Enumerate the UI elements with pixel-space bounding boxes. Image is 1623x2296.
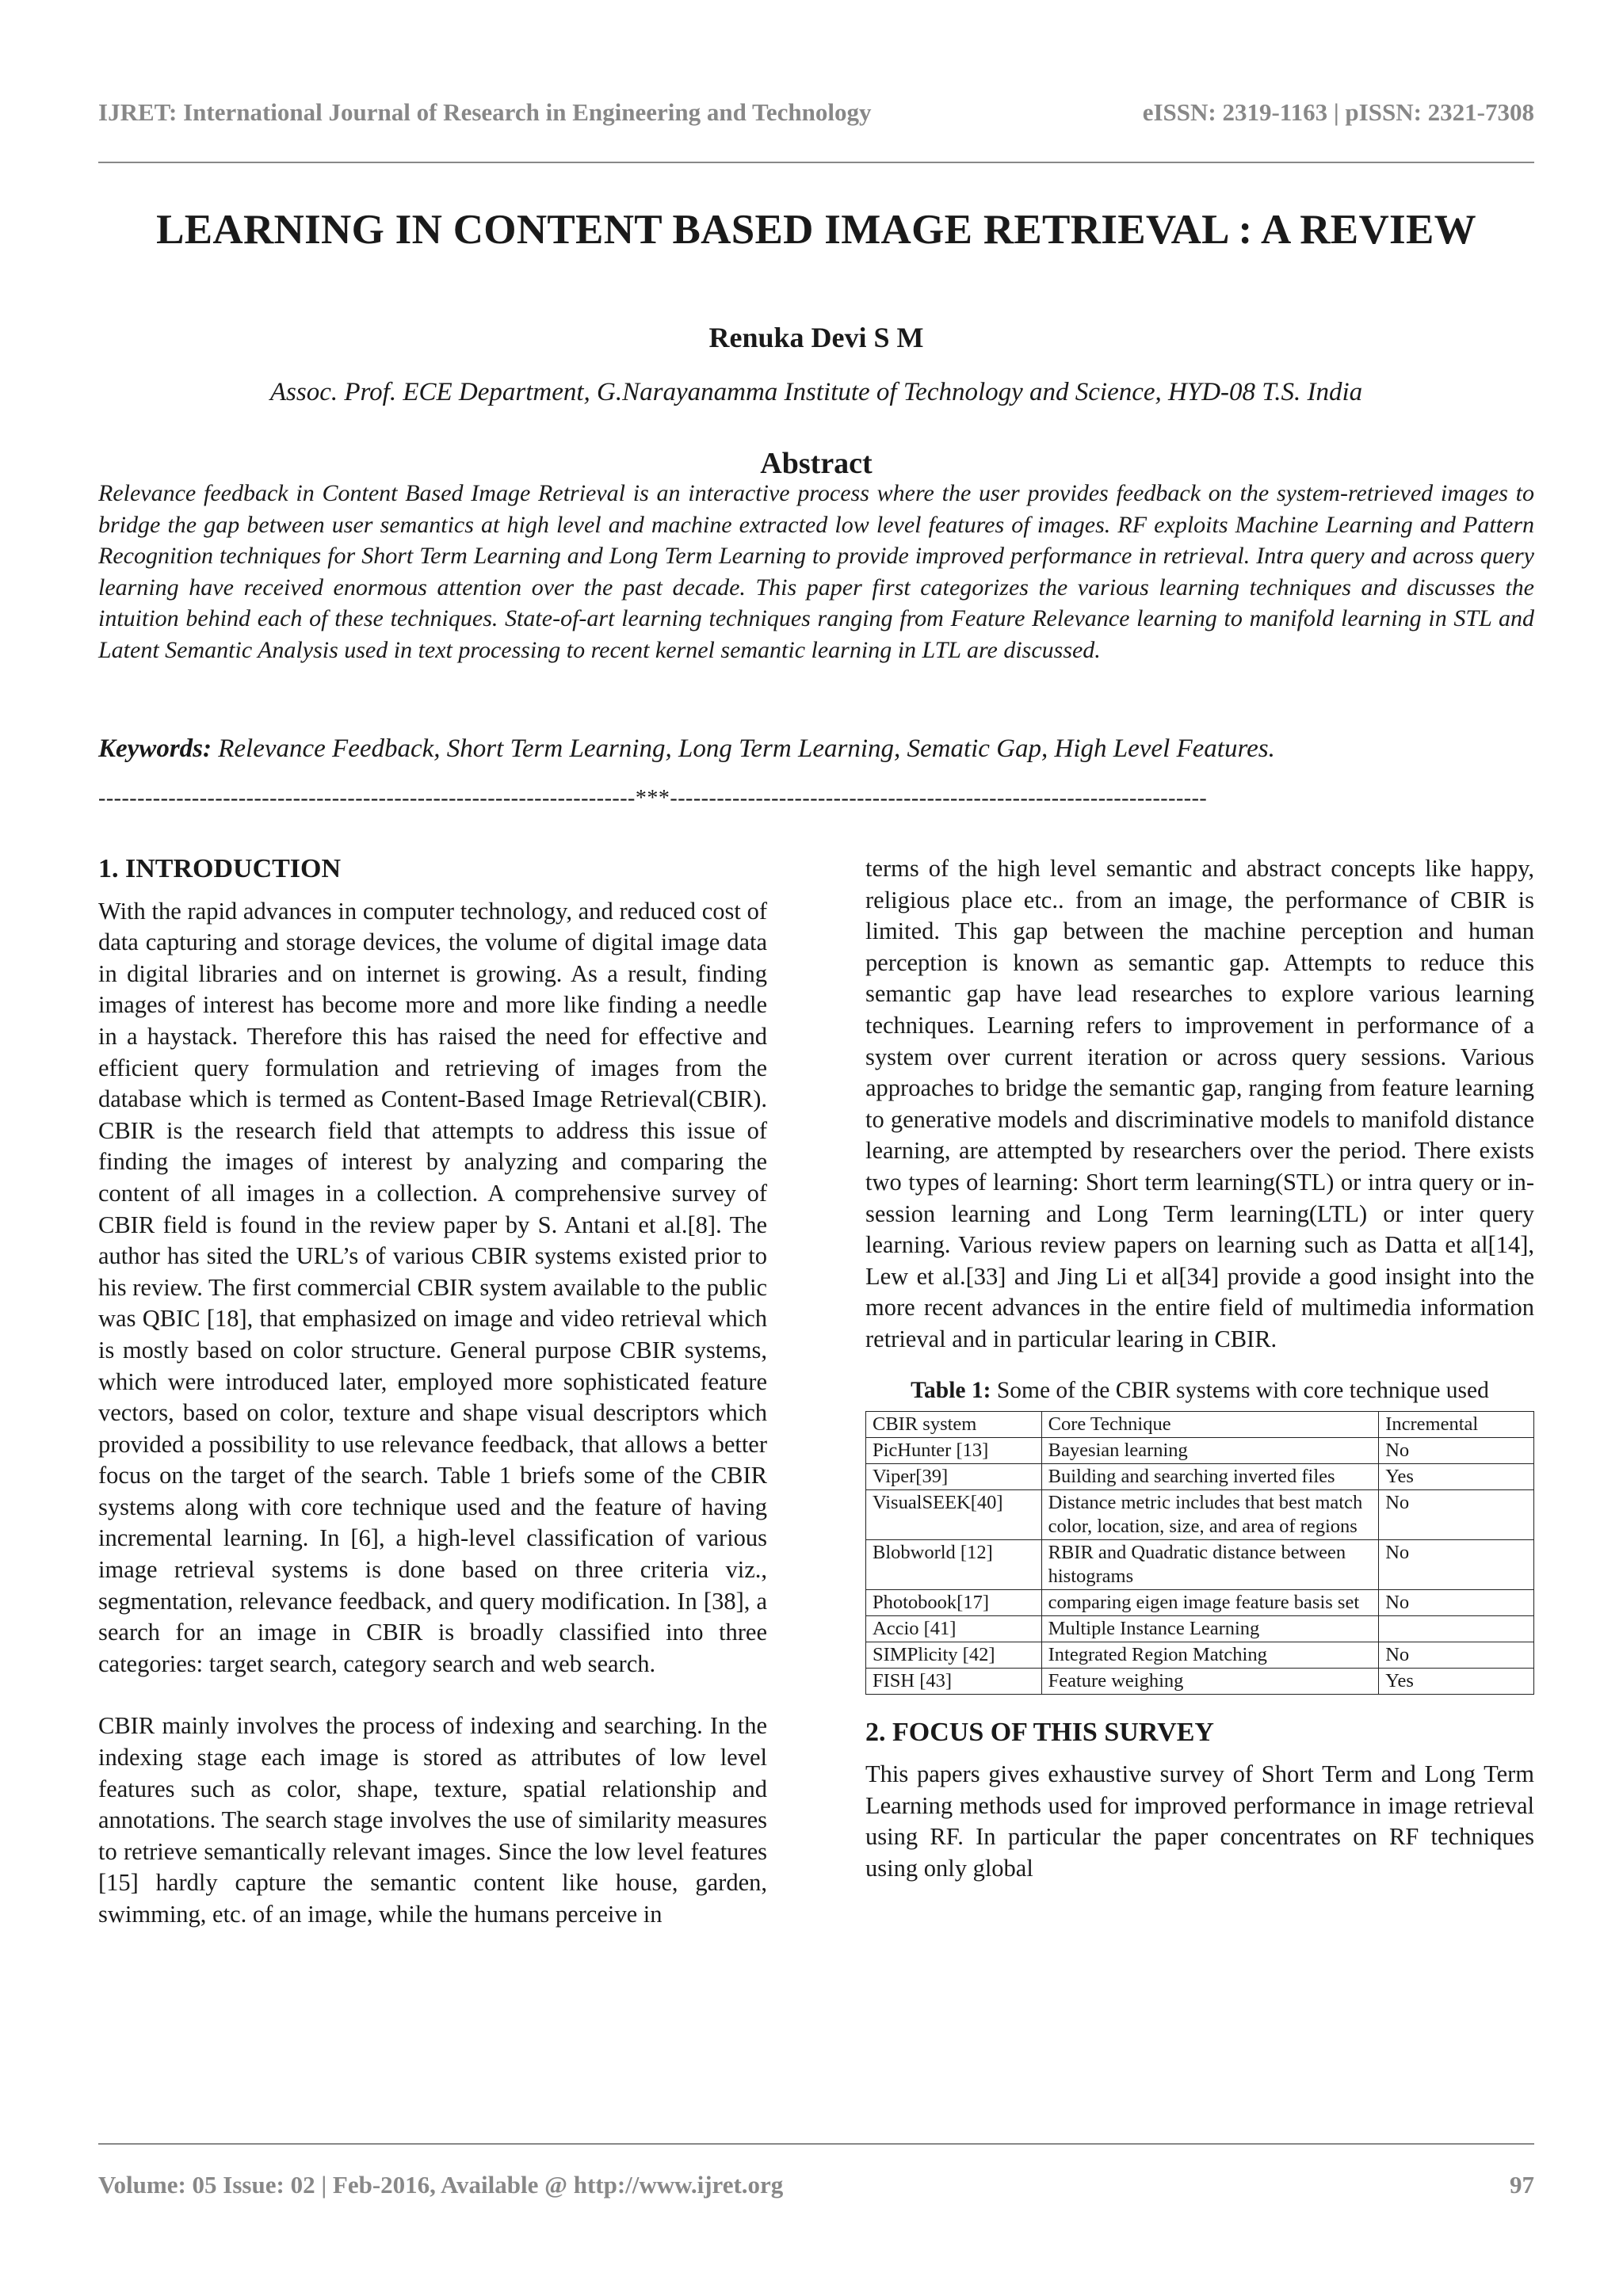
table-cell: Distance metric includes that best match color, location, size, and area of regions <box>1041 1489 1379 1539</box>
table-cell: RBIR and Quadratic distance between histograms <box>1041 1539 1379 1589</box>
issn-info: eISSN: 2319-1163 | pISSN: 2321-7308 <box>1142 98 1534 126</box>
table-cell: Viper[39] <box>866 1463 1042 1489</box>
focus-paragraph-1: This papers gives exhaustive survey of Short Term and Long Term Learning methods used for improved performance in image retrieval using RF. In particular the paper concentrates on RF techniques using only global <box>865 1760 1534 1882</box>
table-cell: No <box>1379 1642 1534 1668</box>
abstract-heading: Abstract <box>760 447 873 480</box>
table-cell: Building and searching inverted files <box>1041 1463 1379 1489</box>
table-row <box>866 1642 1534 1668</box>
volume-info: Volume: 05 Issue: 02 | Feb-2016, Available @ http://www.ijret.org <box>98 2171 784 2199</box>
table-cell <box>1379 1615 1534 1642</box>
table-cell: Yes <box>1379 1463 1534 1489</box>
keywords-text: Relevance Feedback, Short Term Learning, Long Term Learning, Sematic Gap, High Level Features. <box>212 734 1275 763</box>
keywords-label: Keywords: <box>98 734 212 763</box>
intro-paragraph-3: terms of the high level semantic and abstract concepts like happy, religious place etc.. from an image, the performance of CBIR is limited. This gap between the machine perception and human perception is known as semantic gap. Attempts to reduce this semantic gap have lead researches to explore various learning techniques. Learning refers to improvement in performance of a system over current iteration or across query sessions. Various approaches to bridge the semantic gap, ranging from feature learning to generative models and discriminative models to manifold distance learning, are attempted by researchers over the period. There exists two types of learning: Short term learning(STL) or intra query or in-session learning and Long Term learning(LTL) or inter query learning. Various review papers on learning such as Datta et al[14], Lew et al.[33] and Jing Li et al[34] provide a good insight into the more recent advances in the entire field of multimedia information retrieval and in particular learing in CBIR. <box>865 855 1534 1352</box>
intro-paragraph-2: CBIR mainly involves the process of indexing and searching. In the indexing stage each image is stored as attributes of low level features such as color, shape, texture, spatial relationship and annotations. The search stage involves the use of similarity measures to retrieve semantically relevant images. Since the low level features [15] hardly capture the semantic content like house, garden, swimming, etc. of an image, while the humans perceive in <box>98 1712 767 1928</box>
paragraph-gap <box>98 1680 767 1711</box>
left-column <box>98 853 767 1931</box>
author-name: Renuka Devi S M <box>708 322 924 353</box>
table-cell: Bayesian learning <box>1041 1437 1379 1463</box>
table-cell: VisualSEEK[40] <box>866 1489 1042 1539</box>
right-column <box>865 853 1534 1884</box>
section-heading-introduction: 1. INTRODUCTION <box>98 854 342 883</box>
table-cell: Feature weighing <box>1041 1668 1379 1694</box>
table-cell: Yes <box>1379 1668 1534 1694</box>
paper-title: LEARNING IN CONTENT BASED IMAGE RETRIEVAL : A REVIEW <box>156 207 1476 253</box>
page-number: 97 <box>1510 2171 1534 2199</box>
table-caption <box>865 1376 1534 1405</box>
table-caption-label: Table 1: <box>911 1377 991 1403</box>
table-cell: No <box>1379 1589 1534 1615</box>
footer-rule <box>98 2143 1534 2145</box>
keywords <box>98 734 1534 764</box>
table-row <box>866 1668 1534 1694</box>
table-cell: No <box>1379 1437 1534 1463</box>
table-cell: Blobworld [12] <box>866 1539 1042 1589</box>
section-separator: ---------------------------------------------------------------------***--------------------------------------------------------------------- <box>98 786 1208 810</box>
table-cell: FISH [43] <box>866 1668 1042 1694</box>
table-row <box>866 1489 1534 1539</box>
table-cell: SIMPlicity [42] <box>866 1642 1042 1668</box>
section-heading-focus: 2. FOCUS OF THIS SURVEY <box>865 1717 1214 1747</box>
table-cell: Photobook[17] <box>866 1589 1042 1615</box>
table-header-row <box>866 1411 1534 1437</box>
table-row <box>866 1589 1534 1615</box>
table-header-cell: CBIR system <box>866 1411 1042 1437</box>
cbir-systems-table <box>865 1411 1534 1695</box>
table-header-cell: Core Technique <box>1041 1411 1379 1437</box>
table-caption-text: Some of the CBIR systems with core technique used <box>991 1377 1489 1403</box>
table-cell: No <box>1379 1489 1534 1539</box>
table-cell: Accio [41] <box>866 1615 1042 1642</box>
table-cell: No <box>1379 1539 1534 1589</box>
table-row <box>866 1463 1534 1489</box>
table-row <box>866 1615 1534 1642</box>
table-header-cell: Incremental <box>1379 1411 1534 1437</box>
table-row <box>866 1539 1534 1589</box>
abstract-text: Relevance feedback in Content Based Image Retrieval is an interactive process where the user provides feedback on the system-retrieved images to bridge the gap between user semantics at high level and machine extracted low level features of images. RF exploits Machine Learning and Pattern Recognition techniques for Short Term Learning and Long Term Learning to provide improved performance in retrieval. Intra query and across query learning have received enormous attention over the past decade. This paper first categorizes the various learning techniques and discusses the intuition behind each of these techniques. State-of-art learning techniques ranging from Feature Relevance learning to manifold learning in STL and Latent Semantic Analysis used in text processing to recent kernel semantic learning in LTL are discussed. <box>98 480 1534 663</box>
table-cell: Multiple Instance Learning <box>1041 1615 1379 1642</box>
author-affiliation: Assoc. Prof. ECE Department, G.Narayanamma Institute of Technology and Science, HYD-08 T.S. India <box>269 378 1363 406</box>
header-rule <box>98 162 1534 163</box>
table-cell: PicHunter [13] <box>866 1437 1042 1463</box>
table-cell: Integrated Region Matching <box>1041 1642 1379 1668</box>
intro-paragraph-1: With the rapid advances in computer technology, and reduced cost of data capturing and storage devices, the volume of digital image data in digital libraries and on internet is growing. As a result, finding images of interest has become more and more like finding a needle in a haystack. Therefore this has raised the need for effective and efficient query formulation and retrieving of images from the database which is termed as Content-Based Image Retrieval(CBIR). CBIR is the research field that attempts to address this issue of finding the images of interest by analyzing and comparing the content of all images in a collection. A comprehensive survey of CBIR field is found in the review paper by S. Antani et al.[8]. The author has sited the URL’s of various CBIR systems existed prior to his review. The first commercial CBIR system available to the public was QBIC [18], that emphasized on image and video retrieval which is mostly based on color structure. General purpose CBIR systems, which were introduced later, employed more sophisticated feature vectors, based on color, texture and shape visual descriptors which provided a possibility to use relevance feedback, that allows a better focus on the target of the search. Table 1 briefs some of the CBIR systems along with core technique used and the feature of having incremental learning. In [6], a high-level classification of various image retrieval systems is done based on three criteria viz., segmentation, relevance feedback, and query modification. In [38], a search for an image in CBIR is broadly classified into three categories: target search, category search and web search. <box>98 897 767 1677</box>
table-row <box>866 1437 1534 1463</box>
journal-name: IJRET: International Journal of Research in Engineering and Technology <box>98 98 872 126</box>
table-cell: comparing eigen image feature basis set <box>1041 1589 1379 1615</box>
